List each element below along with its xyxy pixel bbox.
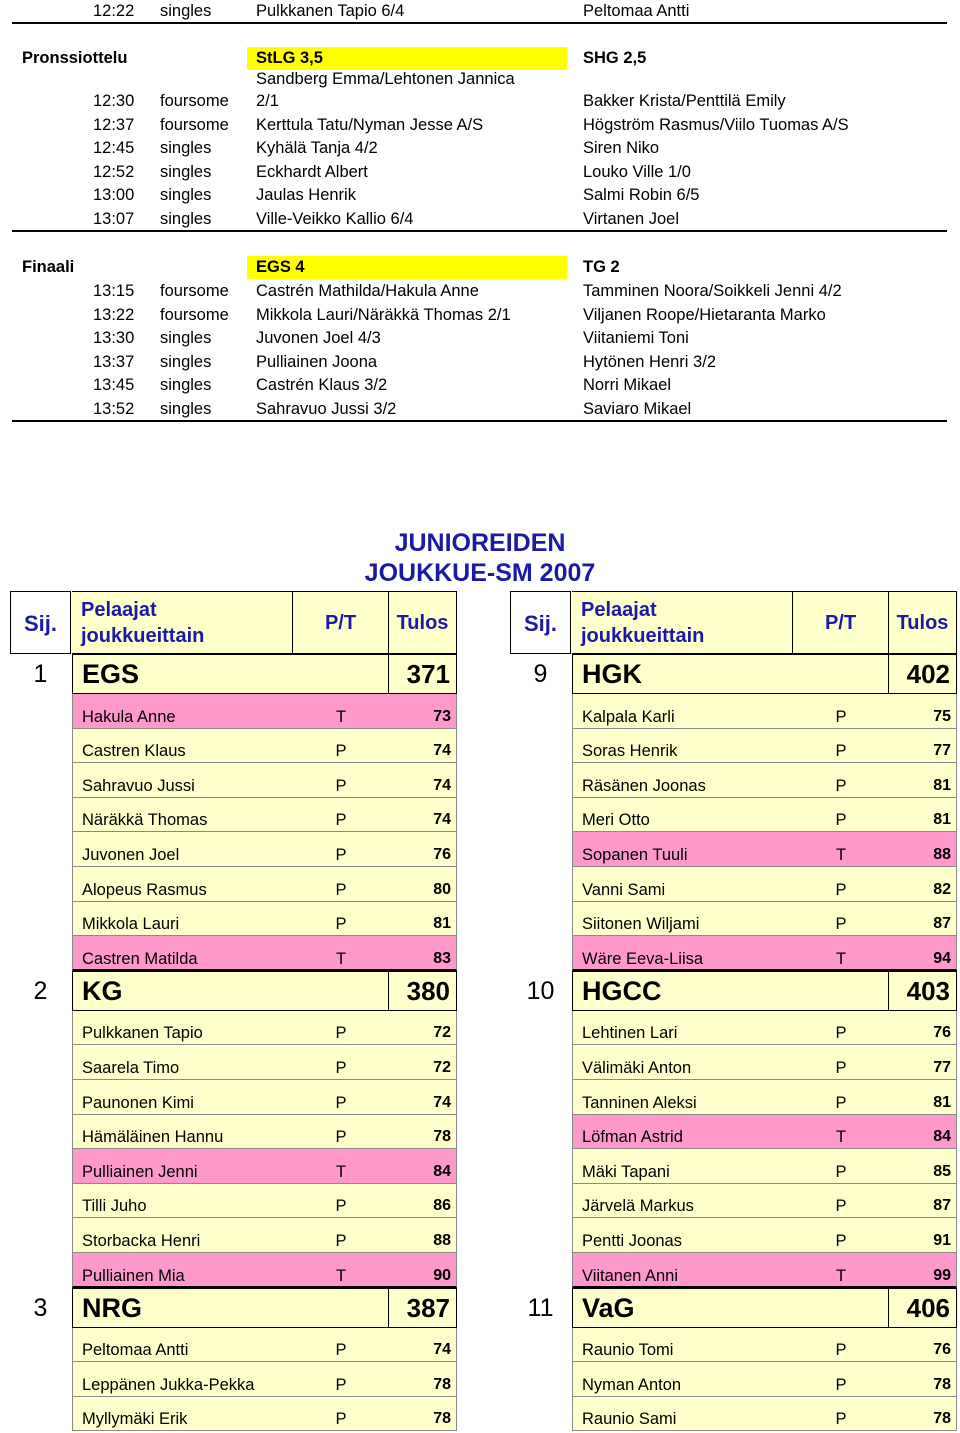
team-rank: 3 — [33, 1293, 48, 1322]
player-row — [510, 1115, 957, 1150]
player-row — [10, 1115, 457, 1150]
player-name: Sahravuo Jussi — [82, 776, 195, 795]
match-time: 13:30 — [93, 329, 135, 347]
header-gender: P/T — [793, 591, 889, 654]
player-row — [510, 1218, 957, 1253]
player-row — [10, 1149, 457, 1184]
match-row — [0, 374, 960, 397]
player-category: T — [335, 1162, 347, 1181]
player-score: 77 — [933, 1058, 951, 1076]
player-category: P — [335, 811, 347, 830]
player-row — [510, 1080, 957, 1115]
player-category: P — [335, 1024, 347, 1043]
match-type: singles — [160, 2, 212, 20]
team-total: 402 — [889, 654, 957, 694]
match-player-b: Virtanen Joel — [583, 210, 680, 228]
player-category: P — [335, 1375, 347, 1394]
player-score: 80 — [433, 880, 451, 898]
player-category: P — [835, 1162, 847, 1181]
final-team-a: EGS 4 — [247, 256, 567, 279]
final-team-b: TG 2 — [583, 258, 620, 276]
player-row — [510, 1045, 957, 1080]
player-name: Castren Klaus — [82, 742, 186, 761]
match-time: 13:07 — [93, 210, 135, 228]
player-name: Löfman Astrid — [582, 1128, 683, 1147]
header-result: Tulos — [389, 591, 457, 654]
header-players-line2: joukkueittain — [81, 625, 205, 647]
team-rank: 2 — [33, 976, 48, 1005]
championship-title-line1: JUNIOREIDEN — [394, 529, 566, 557]
match-player-b: Norri Mikael — [583, 376, 672, 394]
player-score: 84 — [433, 1162, 451, 1180]
player-row — [510, 902, 957, 937]
player-score: 81 — [933, 776, 951, 794]
player-category: P — [835, 776, 847, 795]
player-name: Wäre Eeva-Liisa — [582, 949, 704, 968]
match-type: singles — [160, 210, 212, 228]
team-block — [10, 1288, 457, 1432]
player-category: T — [335, 1266, 347, 1285]
player-score: 87 — [933, 1197, 951, 1215]
player-name: Nyman Anton — [582, 1375, 682, 1394]
player-category: P — [335, 1231, 347, 1250]
player-score: 77 — [933, 742, 951, 760]
player-row — [510, 1011, 957, 1046]
player-score: 81 — [933, 1093, 951, 1111]
player-category: T — [835, 1128, 847, 1147]
player-category: P — [335, 1410, 347, 1429]
player-name: Storbacka Henri — [82, 1231, 201, 1250]
player-name: Meri Otto — [582, 811, 650, 830]
match-result: 2/1 — [256, 92, 279, 110]
player-category: P — [835, 811, 847, 830]
player-name: Pentti Joonas — [582, 1231, 682, 1250]
team-header-row — [510, 1288, 957, 1328]
player-name: Peltomaa Antti — [82, 1341, 189, 1360]
final-match-header — [0, 256, 960, 279]
match-type: singles — [160, 376, 212, 394]
match-type: foursome — [160, 305, 229, 324]
player-row — [510, 763, 957, 798]
team-rank: 11 — [527, 1293, 554, 1322]
team-block — [10, 654, 457, 971]
match-row — [0, 208, 960, 231]
player-score: 74 — [433, 1093, 451, 1111]
player-score: 74 — [433, 742, 451, 760]
match-row — [0, 351, 960, 374]
player-row — [10, 1045, 457, 1080]
player-row — [510, 1253, 957, 1288]
player-row — [10, 1011, 457, 1046]
player-score: 78 — [933, 1410, 951, 1428]
player-score: 78 — [433, 1375, 451, 1393]
player-row — [510, 1362, 957, 1397]
match-type: foursome — [160, 282, 229, 300]
team-rank: 10 — [526, 976, 555, 1005]
player-score: 99 — [933, 1266, 951, 1284]
player-category: P — [335, 742, 347, 761]
player-score: 72 — [433, 1058, 451, 1076]
player-name: Hämäläinen Hannu — [82, 1128, 224, 1147]
player-score: 81 — [433, 915, 451, 933]
team-list — [510, 654, 957, 1431]
team-name: HGCC — [572, 971, 889, 1011]
match-time: 12:22 — [93, 2, 135, 20]
player-score: 88 — [433, 1231, 451, 1249]
team-header-row — [10, 654, 457, 694]
player-category: T — [835, 845, 847, 864]
player-row — [10, 832, 457, 867]
player-category: P — [835, 1093, 847, 1112]
match-player-b: Viitaniemi Toni — [583, 329, 689, 347]
player-name: Järvelä Markus — [582, 1197, 694, 1216]
match-time: 12:52 — [93, 162, 135, 181]
team-block — [510, 971, 957, 1288]
player-score: 73 — [433, 707, 451, 725]
header-players-line2: joukkueittain — [581, 625, 705, 647]
player-row — [510, 694, 957, 729]
player-name: Paunonen Kimi — [82, 1093, 194, 1112]
player-name: Viitanen Anni — [582, 1266, 679, 1285]
player-name: Sopanen Tuuli — [582, 845, 688, 864]
team-block — [510, 654, 957, 971]
final-label: Finaali — [22, 258, 75, 276]
team-header-row — [10, 971, 457, 1011]
match-player-b: Högström Rasmus/Viilo Tuomas A/S — [583, 115, 849, 134]
player-category: P — [335, 1093, 347, 1112]
team-total: 380 — [389, 971, 457, 1011]
player-name: Raunio Sami — [582, 1410, 677, 1429]
match-row — [0, 90, 960, 113]
match-type: singles — [160, 329, 212, 347]
player-name: Tanninen Aleksi — [582, 1093, 697, 1112]
match-row — [0, 114, 960, 137]
player-category: P — [835, 1375, 847, 1394]
player-score: 94 — [933, 949, 951, 967]
player-row — [510, 1397, 957, 1432]
player-score: 76 — [433, 845, 451, 863]
match-time: 13:15 — [93, 282, 135, 300]
player-row — [510, 798, 957, 833]
match-row — [0, 184, 960, 207]
player-score: 75 — [933, 707, 951, 725]
match-time: 13:45 — [93, 376, 135, 394]
header-rank: Sij. — [510, 591, 571, 654]
team-name: KG — [72, 971, 389, 1011]
team-block — [510, 1288, 957, 1432]
player-row — [10, 867, 457, 902]
player-name: Mikkola Lauri — [82, 915, 180, 934]
player-score: 78 — [433, 1128, 451, 1146]
player-row — [10, 1328, 457, 1363]
player-name: Leppänen Jukka-Pekka — [82, 1375, 255, 1394]
player-category: P — [835, 1024, 847, 1043]
header-gender: P/T — [293, 591, 389, 654]
player-score: 91 — [933, 1231, 951, 1249]
player-category: P — [835, 707, 847, 726]
results-table-right — [510, 591, 957, 1431]
match-time: 13:22 — [93, 305, 135, 324]
player-category: T — [835, 949, 847, 968]
team-rank: 1 — [33, 660, 48, 688]
player-name: Pulkkanen Tapio — [82, 1024, 203, 1043]
match-player-a: Ville-Veikko Kallio 6/4 — [256, 210, 414, 228]
player-row — [10, 1080, 457, 1115]
player-category: P — [335, 1128, 347, 1147]
player-score: 78 — [933, 1375, 951, 1393]
match-player-a: Juvonen Joel 4/3 — [256, 329, 381, 347]
match-player-b: Peltomaa Antti — [583, 2, 690, 20]
player-category: P — [835, 1410, 847, 1429]
match-time: 12:37 — [93, 115, 135, 134]
match-player-a: Sahravuo Jussi 3/2 — [256, 400, 397, 418]
team-header-row — [510, 654, 957, 694]
player-category: P — [835, 1197, 847, 1216]
player-category: P — [335, 915, 347, 934]
match-time: 13:52 — [93, 400, 135, 418]
match-type: singles — [160, 352, 212, 371]
player-name: Saarela Timo — [82, 1058, 180, 1077]
player-category: P — [335, 845, 347, 864]
player-category: P — [835, 915, 847, 934]
header-players-line1: Pelaajat — [581, 599, 657, 621]
player-name: Castren Matilda — [82, 949, 198, 968]
match-time: 13:00 — [93, 186, 135, 204]
match-row-line1 — [0, 68, 960, 91]
match-row — [0, 137, 960, 160]
player-score: 82 — [933, 880, 951, 898]
player-row — [10, 936, 457, 971]
player-category: T — [335, 707, 347, 726]
player-row — [510, 867, 957, 902]
player-category: P — [335, 1197, 347, 1216]
match-type: singles — [160, 400, 212, 418]
match-time: 13:37 — [93, 352, 135, 371]
player-name: Myllymäki Erik — [82, 1410, 188, 1429]
championship-title-line2: JOUKKUE-SM 2007 — [364, 559, 596, 587]
bronze-match-header — [0, 47, 960, 70]
player-score: 76 — [933, 1341, 951, 1359]
player-name: Räsänen Joonas — [582, 776, 706, 795]
player-score: 74 — [433, 811, 451, 829]
bronze-team-b: SHG 2,5 — [583, 49, 647, 67]
player-score: 76 — [933, 1024, 951, 1042]
player-row — [510, 936, 957, 971]
player-score: 74 — [433, 1341, 451, 1359]
player-name: Kalpala Karli — [582, 707, 675, 726]
team-name: EGS — [72, 654, 389, 694]
team-list — [10, 654, 457, 1431]
player-name: Juvonen Joel — [82, 845, 180, 864]
player-score: 84 — [933, 1128, 951, 1146]
player-row — [10, 1253, 457, 1288]
header-players — [572, 591, 793, 654]
match-player-b: Hytönen Henri 3/2 — [583, 352, 716, 371]
player-category: P — [335, 1341, 347, 1360]
header-players — [72, 591, 293, 654]
team-total: 371 — [389, 654, 457, 694]
match-player-b: Salmi Robin 6/5 — [583, 186, 700, 204]
player-row — [10, 1397, 457, 1432]
player-name: Vanni Sami — [582, 880, 666, 899]
player-category: P — [335, 880, 347, 899]
match-type: foursome — [160, 115, 229, 134]
team-total: 406 — [889, 1288, 957, 1328]
player-row — [10, 1362, 457, 1397]
match-player-b: Bakker Krista/Penttilä Emily — [583, 92, 786, 110]
divider — [12, 22, 947, 24]
player-score: 88 — [933, 845, 951, 863]
team-header-row — [10, 1288, 457, 1328]
player-category: P — [835, 880, 847, 899]
player-category: P — [335, 1058, 347, 1077]
match-player-b: Louko Ville 1/0 — [583, 162, 691, 181]
player-row — [10, 694, 457, 729]
team-total: 403 — [889, 971, 957, 1011]
team-block — [10, 971, 457, 1288]
team-name: NRG — [72, 1288, 389, 1328]
divider — [12, 230, 947, 232]
player-category: P — [835, 1341, 847, 1360]
player-name: Näräkkä Thomas — [82, 811, 208, 830]
match-player-a: Pulliainen Joona — [256, 352, 378, 371]
player-row — [10, 1184, 457, 1219]
player-row — [10, 763, 457, 798]
player-category: P — [835, 1058, 847, 1077]
player-name: Tilli Juho — [82, 1197, 147, 1216]
match-type: singles — [160, 162, 212, 181]
player-row — [10, 1218, 457, 1253]
player-category: P — [835, 742, 847, 761]
team-header-row — [510, 971, 957, 1011]
match-row — [0, 0, 960, 23]
divider — [12, 420, 947, 422]
match-player-a: Eckhardt Albert — [256, 162, 368, 181]
player-row — [10, 798, 457, 833]
player-score: 87 — [933, 915, 951, 933]
player-name: Alopeus Rasmus — [82, 880, 207, 899]
player-name: Pulliainen Mia — [82, 1266, 185, 1285]
table-header — [510, 591, 957, 654]
player-score: 74 — [433, 776, 451, 794]
team-rank: 9 — [533, 660, 548, 688]
player-category: P — [335, 776, 347, 795]
player-name: Hakula Anne — [82, 707, 176, 726]
match-type: foursome — [160, 92, 229, 110]
match-player-b: Viljanen Roope/Hietaranta Marko — [583, 305, 826, 324]
match-player-a: Kerttula Tatu/Nyman Jesse A/S — [256, 115, 484, 134]
match-player-b: Siren Niko — [583, 139, 660, 157]
table-header — [10, 591, 457, 654]
results-table-left — [10, 591, 457, 1431]
player-row — [10, 902, 457, 937]
match-player-b: Tamminen Noora/Soikkeli Jenni 4/2 — [583, 282, 842, 300]
player-score: 81 — [933, 811, 951, 829]
match-row — [0, 398, 960, 421]
player-row — [510, 832, 957, 867]
player-score: 83 — [433, 949, 451, 967]
player-score: 90 — [433, 1266, 451, 1284]
player-row — [510, 1328, 957, 1363]
team-name: HGK — [572, 654, 889, 694]
match-row — [0, 327, 960, 350]
match-player-a: Castrén Klaus 3/2 — [256, 376, 388, 394]
match-time: 12:30 — [93, 92, 135, 110]
player-name: Lehtinen Lari — [582, 1024, 678, 1043]
team-name: VaG — [572, 1288, 889, 1328]
match-player-a: Sandberg Emma/Lehtonen Jannica — [256, 70, 515, 88]
player-row — [510, 729, 957, 764]
player-row — [10, 729, 457, 764]
player-category: T — [335, 949, 347, 968]
match-player-a: Castrén Mathilda/Hakula Anne — [256, 282, 479, 300]
match-row — [0, 280, 960, 303]
bronze-team-a: StLG 3,5 — [247, 47, 567, 70]
player-score: 86 — [433, 1197, 451, 1215]
player-name: Siitonen Wiljami — [582, 915, 700, 934]
match-type: singles — [160, 139, 212, 157]
player-name: Mäki Tapani — [582, 1162, 670, 1181]
match-player-b: Saviaro Mikael — [583, 400, 692, 418]
match-row — [0, 161, 960, 184]
match-player-a: Pulkkanen Tapio 6/4 — [256, 2, 405, 20]
bronze-label: Pronssiottelu — [22, 49, 128, 67]
match-type: singles — [160, 186, 212, 204]
player-name: Raunio Tomi — [582, 1341, 674, 1360]
player-category: T — [835, 1266, 847, 1285]
header-players-line1: Pelaajat — [81, 599, 157, 621]
player-score: 85 — [933, 1162, 951, 1180]
player-score: 78 — [433, 1410, 451, 1428]
team-total: 387 — [389, 1288, 457, 1328]
match-row — [0, 304, 960, 327]
player-score: 72 — [433, 1024, 451, 1042]
header-rank: Sij. — [10, 591, 71, 654]
player-row — [510, 1149, 957, 1184]
header-result: Tulos — [889, 591, 957, 654]
player-name: Soras Henrik — [582, 742, 678, 761]
match-player-a: Jaulas Henrik — [256, 186, 356, 204]
match-player-a: Kyhälä Tanja 4/2 — [256, 139, 378, 157]
match-time: 12:45 — [93, 139, 135, 157]
player-name: Pulliainen Jenni — [82, 1162, 198, 1181]
match-player-a: Mikkola Lauri/Näräkkä Thomas 2/1 — [256, 305, 511, 324]
player-row — [510, 1184, 957, 1219]
player-name: Välimäki Anton — [582, 1058, 692, 1077]
player-category: P — [835, 1231, 847, 1250]
